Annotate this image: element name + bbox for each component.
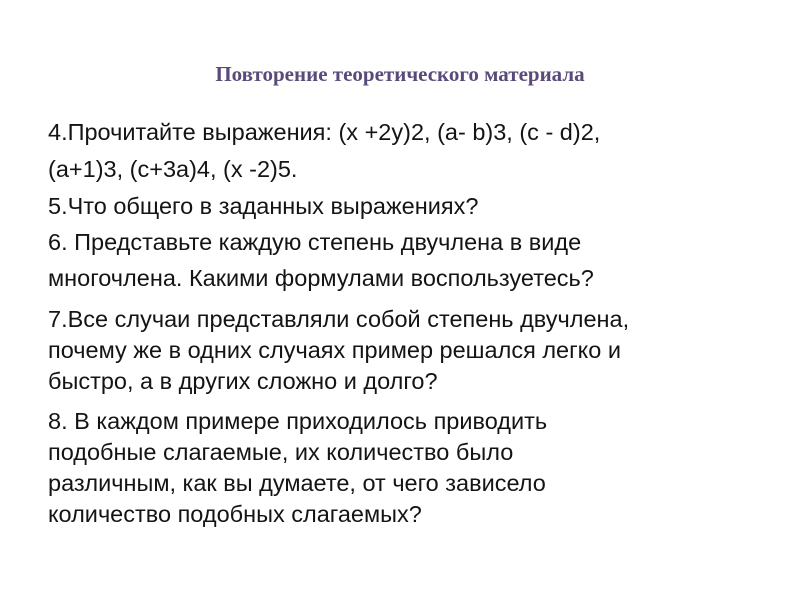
question-8-line: 8. В каждом примере приходилось приводить — [48, 408, 548, 434]
question-7-line: почему же в одних случаях пример решался легко и — [48, 337, 621, 363]
question-6 — [48, 224, 778, 296]
question-4 — [48, 114, 778, 188]
question-4-line: (a+1)3, (c+3a)4, (x -2)5. — [48, 156, 298, 182]
question-7-line: быстро, а в других сложно и долго? — [48, 368, 438, 394]
question-8 — [48, 406, 778, 530]
question-8-line: подобные слагаемые, их количество было — [48, 439, 514, 465]
question-8-line: различным, как вы думаете, от чего зависело — [48, 470, 546, 496]
slide-title: Повторение теоретического материала — [215, 62, 585, 86]
question-5-line: 5.Что общего в заданных выражениях? — [48, 193, 479, 219]
question-4-line: 4.Прочитайте выражения: (x +2y)2, (a- b)3, (c - d)2, — [48, 119, 601, 145]
question-7-line: 7.Все случаи представляли собой степень двучлена, — [48, 306, 630, 332]
question-8-line: количество подобных слагаемых? — [48, 501, 422, 527]
question-6-line: 6. Представьте каждую степень двучлена в виде — [48, 229, 582, 255]
question-7 — [48, 304, 778, 397]
slide-body — [48, 114, 778, 530]
question-5 — [48, 188, 778, 224]
question-6-line: многочлена. Какими формулами воспользуетесь? — [48, 265, 594, 291]
